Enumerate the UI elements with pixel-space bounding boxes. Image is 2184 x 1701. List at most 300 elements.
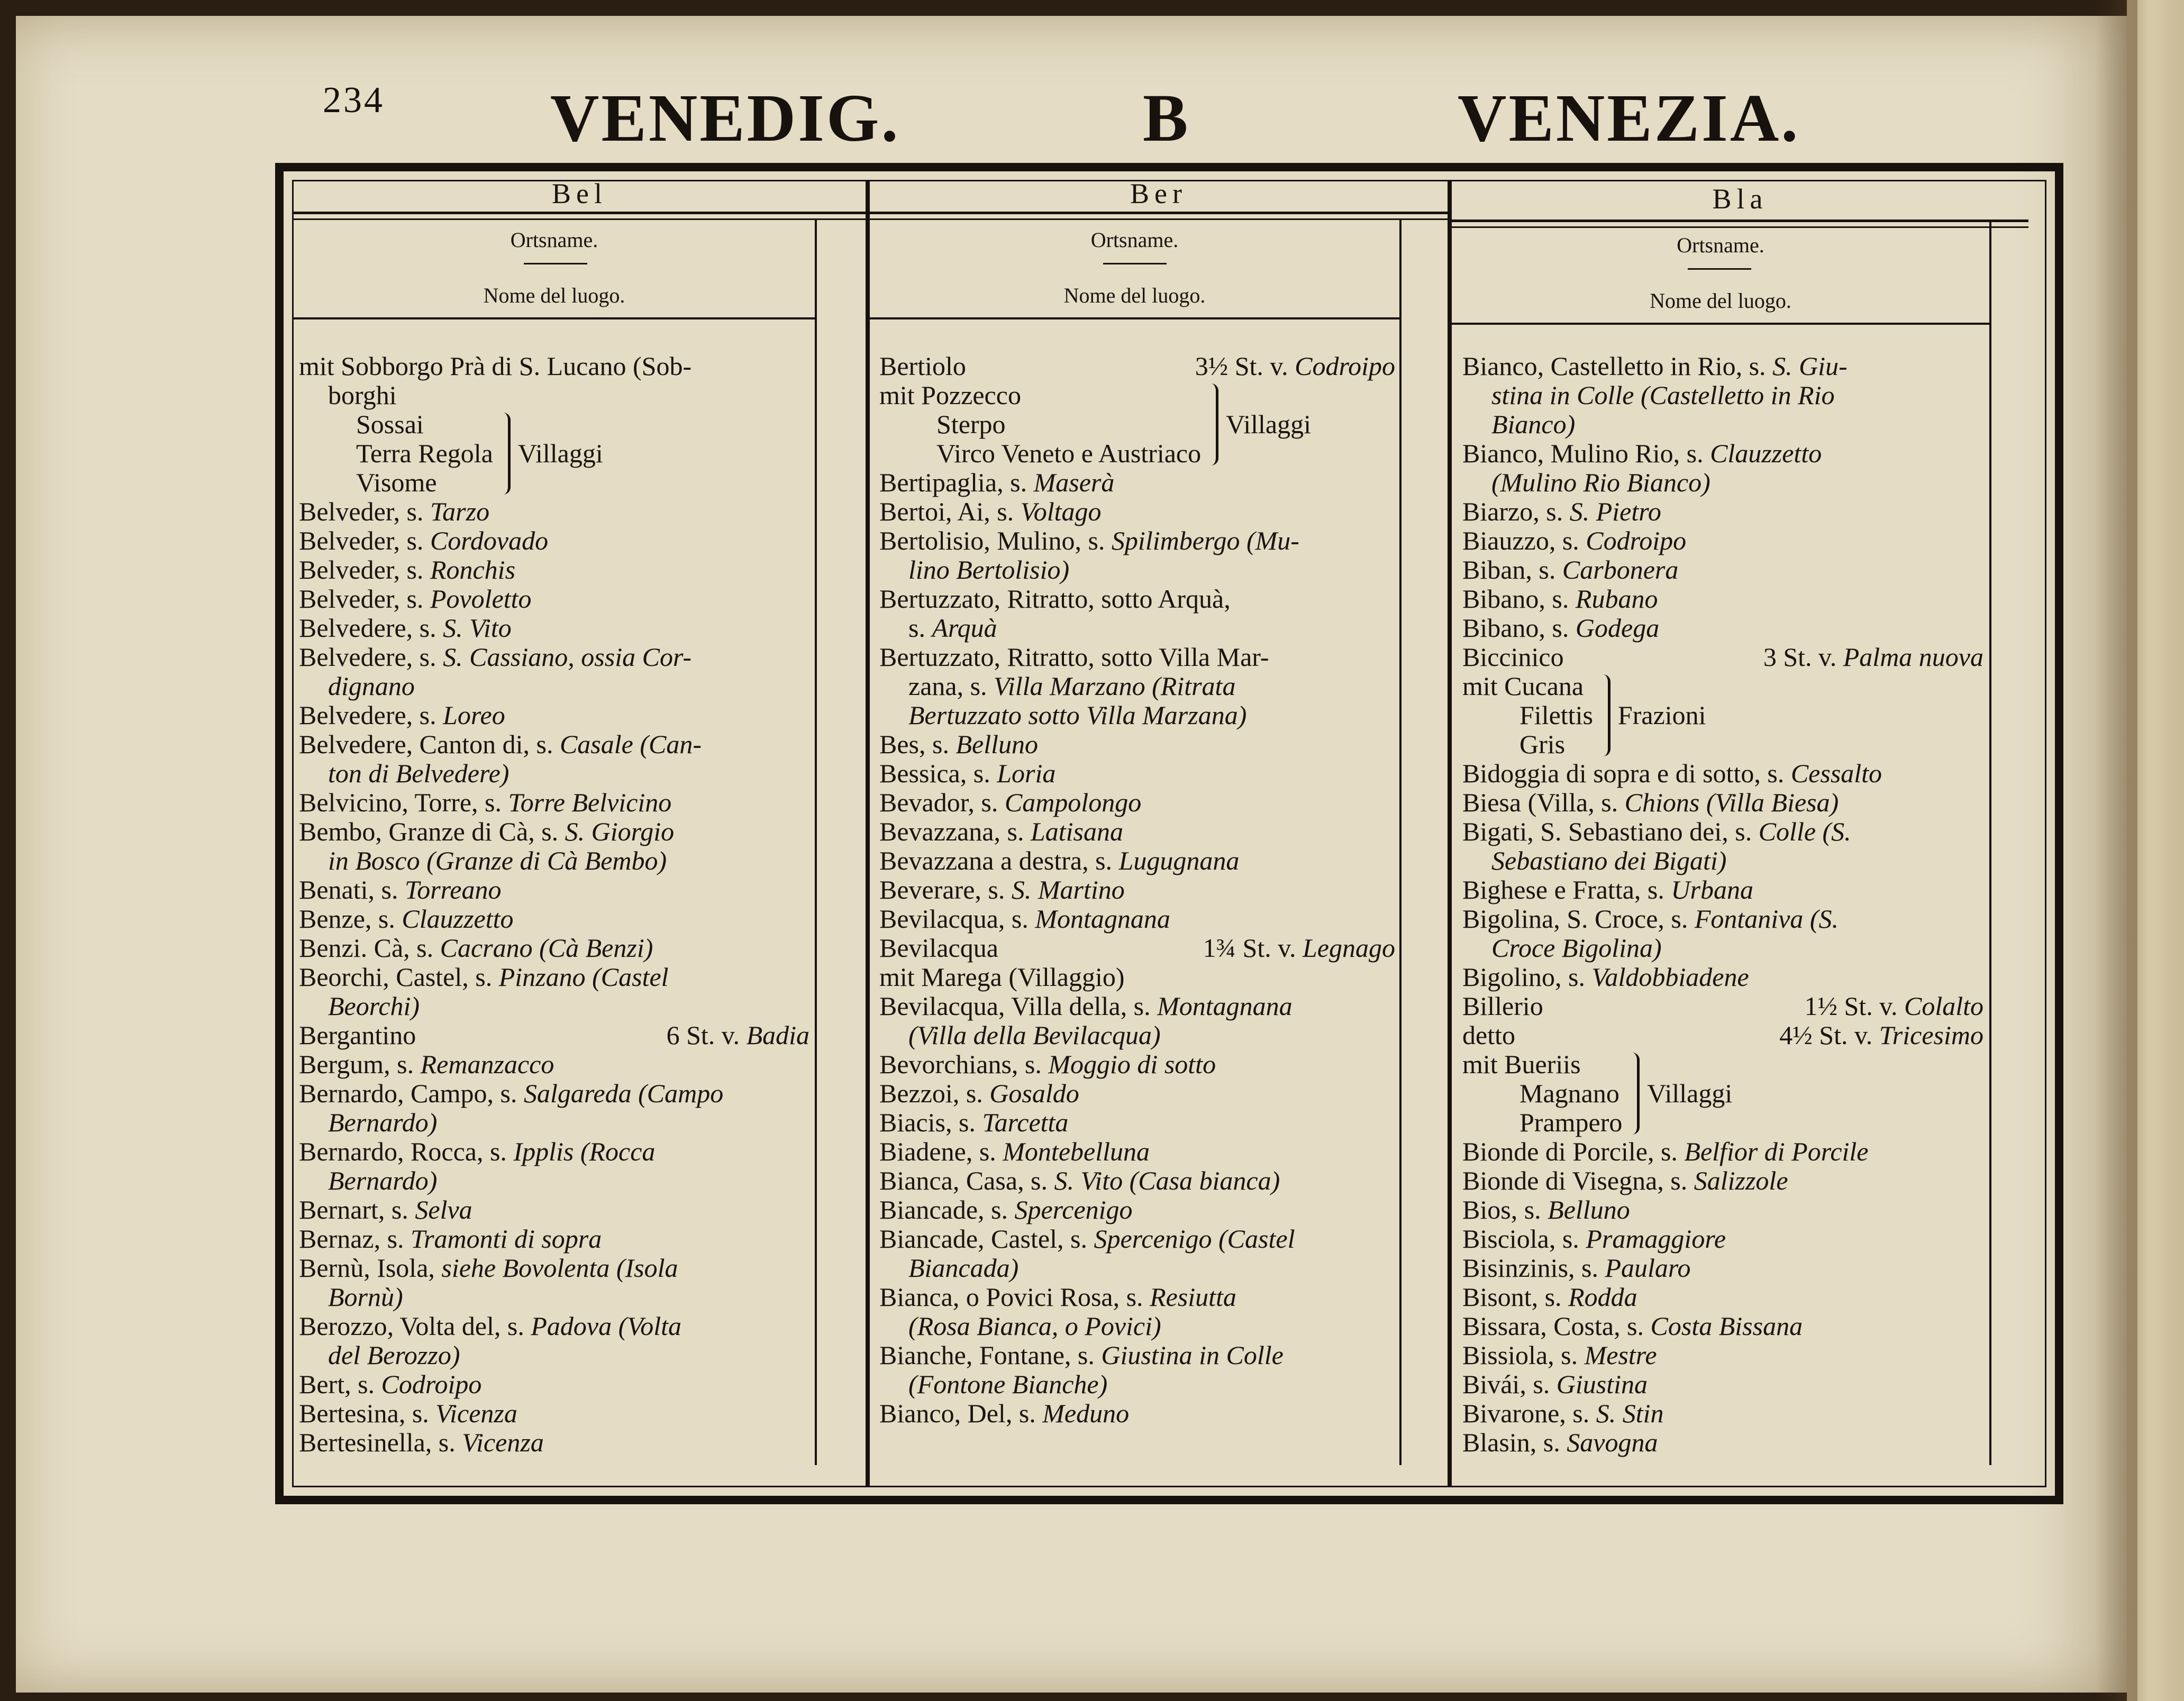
reference-place: S. Martino [1011,875,1125,904]
list-item [1462,614,1983,643]
list-item [299,1283,809,1312]
reference-place: Selva [415,1195,472,1224]
list-item [879,1370,1395,1399]
list-item [299,1224,809,1254]
reference-place: dignano [328,671,415,701]
reference-place: Giustina [1556,1369,1648,1399]
reference-place: Rodda [1568,1282,1637,1312]
reference-place: (Fontone Bianche) [908,1369,1108,1399]
list-item [299,875,809,904]
list-item [1462,1254,1983,1283]
reference-place: Chions (Villa Biesa) [1624,788,1839,817]
place-name: Bertesinella, s. [299,1428,462,1457]
group-label: Villaggi [517,438,603,468]
list-item [1462,497,1983,526]
column-head-bel: Bel [552,178,607,209]
header-rule [294,212,866,220]
reference-place: Cacrano (Cà Benzi) [440,933,653,963]
reference-place: Spercenigo (Castel [1094,1224,1295,1254]
reference-place: Belluno [956,729,1038,759]
place-name: Belveder, s. [299,555,430,584]
place-name: Biancade, s. [879,1195,1015,1224]
list-item [1462,381,1983,410]
subheader-rule [1452,323,1989,325]
place-name: Belvicino, Torre, s. [299,788,508,817]
place-name: Bianco, Mulino Rio, s. [1462,438,1710,468]
place-name: Belveder, s. [299,526,430,555]
list-item [879,1341,1395,1370]
place-name: mit Marega (Villaggio) [879,962,1125,992]
list-item [299,1108,809,1137]
reference-place: S. Vito [443,613,512,643]
place-name: Biban, s. [1462,555,1562,584]
column-rule [1399,220,1402,1465]
reference-place: Beorchi) [328,991,420,1021]
column-divider [866,180,870,1487]
list-item [879,1108,1395,1137]
reference-place: Voltago [1020,497,1102,526]
reference-place: Loreo [443,700,505,730]
distance-ref [1805,992,1983,1021]
reference-place: Belfior di Porcile [1684,1137,1869,1166]
place-name: Biauzzo, s. [1462,526,1586,555]
reference-place: Belluno [1548,1195,1630,1224]
label-nome-del-luogo: Nome del luogo. [1063,284,1206,307]
place-name: Bibano, s. [1462,613,1576,643]
column-head-ber: Ber [1130,178,1187,209]
group-name: Prampero [1519,1108,1623,1137]
grouped-entry [879,381,1395,468]
list-item [299,643,809,672]
column-head-bla: Bla [1712,183,1768,215]
reference-place: Cessalto [1790,758,1882,788]
distance-ref [1203,934,1395,963]
group-label: Villaggi [1226,409,1311,439]
list-item [879,1224,1395,1254]
reference-place: Casale (Can- [559,729,702,759]
reference-place: Mestre [1584,1340,1657,1370]
reference-place: Croce Bigolina) [1491,933,1662,963]
list-item [879,759,1395,788]
list-item [299,497,809,526]
reference-place: Padova (Volta [531,1311,682,1341]
reference-place: Cordovado [430,526,549,555]
brace [498,413,511,495]
place-name: Bertesina, s. [299,1398,436,1428]
reference-place: Tramonti di sopra [411,1224,602,1254]
grouped-entry [299,410,809,497]
place-name: Beverare, s. [879,875,1012,904]
place-name: mit Sobborgo Prà di S. Lucano (Sob- [299,351,692,381]
list-item [879,788,1395,817]
column-bla [1462,352,1983,1457]
reference-place: Montagnana [1035,904,1170,934]
place-name: Bivarone, s. [1462,1398,1596,1428]
reference-place: Rubano [1575,584,1658,614]
reference-place: Savogna [1567,1428,1658,1457]
reference-place: (Mulino Rio Bianco) [1491,468,1710,497]
list-item [299,817,809,846]
column-bel [299,352,809,1457]
list-item [1462,468,1983,497]
place-name: Bevilacqua, s. [879,904,1035,934]
place-name: Belvedere, s. [299,700,443,730]
place-name: Bertiolo [879,351,966,381]
place-name: Bionde di Visegna, s. [1462,1166,1694,1195]
reference-place: Villa Marzano (Ritrata [994,671,1236,701]
list-item [1462,1312,1983,1341]
brace [1206,383,1218,465]
place-name: Bios, s. [1462,1195,1548,1224]
list-item [299,381,809,410]
place-name: Bigolino, s. [1462,962,1592,992]
list-item [1462,410,1983,439]
place-name: Bidoggia di sopra e di sotto, s. [1462,758,1791,788]
spine-shadow [2095,0,2137,1701]
reference-place: Valdobbiadene [1591,962,1749,992]
group-name: Virco Veneto e Austriaco [936,438,1202,468]
reference-place: Codroipo [1586,526,1687,555]
place-name: Bigati, S. Sebastiano dei, s. [1462,817,1759,846]
subheader-rule [294,317,815,319]
list-item [879,1050,1395,1079]
list-item [879,526,1395,555]
list-item [879,817,1395,846]
list-item [299,1079,809,1108]
list-item [1462,439,1983,468]
distance-ref [1779,1021,1983,1050]
group-name: mit Bueriis [1462,1049,1581,1079]
title-german: VENEDIG. [550,80,900,156]
list-item [1462,1166,1983,1195]
place-name: Blasin, s. [1462,1428,1567,1457]
list-item [299,1399,809,1428]
place-name: Belvedere, Canton di, s. [299,729,560,759]
list-item [879,846,1395,875]
place-name: Bissiola, s. [1462,1340,1585,1370]
column-divider [1448,180,1452,1487]
list-item [879,1137,1395,1166]
reference-place: S. Giorgio [565,817,675,846]
reference-place: Tricesimo [1879,1020,1983,1050]
reference-place: Pramaggiore [1586,1224,1726,1254]
list-item [299,904,809,934]
list-item [299,1137,809,1166]
header-rule [870,212,1448,220]
place-name: Bernù, Isola, [299,1253,442,1283]
place-name: Bernardo, Rocca, s. [299,1137,514,1166]
list-item [1462,1137,1983,1166]
place-name: Bertuzzato, Ritratto, sotto Arquà, [879,584,1231,614]
list-item [1462,875,1983,904]
place-name: Bernardo, Campo, s. [299,1078,524,1108]
list-item [299,555,809,584]
reference-place: Resiutta [1150,1282,1236,1312]
reference-place: Bianco) [1491,409,1576,439]
list-item [879,1195,1395,1224]
list-item [299,1050,809,1079]
place-name: Bertuzzato, Ritratto, sotto Villa Mar- [879,642,1269,672]
list-item [879,352,1395,381]
group-name: Filettis [1519,700,1593,730]
place-name: Belvedere, s. [299,642,443,672]
distance: 1½ St. v. [1804,991,1904,1021]
list-item [879,875,1395,904]
list-item [1462,1224,1983,1254]
group-names [879,381,1201,468]
label-dash [1688,268,1751,270]
place-name: Bigolina, S. Croce, s. [1462,904,1695,934]
list-item [1462,1195,1983,1224]
reference-place: S. Giu- [1772,351,1848,381]
distance-ref [667,1021,809,1050]
reference-place: Arquà [932,613,997,643]
brace [1598,674,1610,756]
distance: 6 St. v. [666,1020,747,1050]
grouped-entry [1462,672,1983,759]
group-names [1462,1050,1622,1137]
reference-place: Montebelluna [1003,1137,1150,1166]
reference-place: Remanzacco [420,1049,554,1079]
reference-place: Colalto [1904,991,1983,1021]
label-nome-del-luogo: Nome del luogo. [483,284,625,307]
place-name: borghi [328,380,397,410]
place-name: Bert, s. [299,1369,381,1399]
list-item [879,992,1395,1021]
list-item [1462,643,1983,672]
place-name: zana, s. [908,671,994,701]
place-name: Billerio [1462,991,1543,1021]
place-name: Bernart, s. [299,1195,415,1224]
reference-place: Clauzzetto [402,904,514,934]
group-name: Terra Regola [356,438,493,468]
reference-place: Paularo [1605,1253,1691,1283]
reference-place: ton di Belvedere) [328,758,509,788]
list-item [299,1370,809,1399]
list-item [879,1283,1395,1312]
list-item [299,1312,809,1341]
group-name: Sterpo [936,409,1006,439]
list-item [1462,1370,1983,1399]
place-name: Bevazzana, s. [879,817,1031,846]
list-item [299,963,809,992]
reference-place: Badia [746,1020,809,1050]
reference-place: in Bosco (Granze di Cà Bembo) [328,846,667,875]
reference-place: Giustina in Colle [1101,1340,1284,1370]
list-item [879,963,1395,992]
list-item [299,992,809,1021]
list-item [299,701,809,730]
place-name: Benze, s. [299,904,402,934]
list-item [879,584,1395,614]
list-item [879,1166,1395,1195]
place-name: Bembo, Granze di Cà, s. [299,817,565,846]
group-name: Gris [1519,729,1566,759]
reference-place: Bornù) [328,1282,403,1312]
list-item [299,934,809,963]
group-names [299,410,493,497]
list-item [299,1254,809,1283]
place-name: Bianche, Fontane, s. [879,1340,1102,1370]
group-name: mit Pozzecco [879,380,1021,410]
reference-place: Bernardo) [328,1108,438,1137]
list-item [1462,904,1983,934]
place-name: Bissara, Costa, s. [1462,1311,1651,1341]
group-label: Villaggi [1647,1078,1733,1108]
page-number: 234 [323,80,385,121]
reference-place: Maserà [1033,468,1115,497]
reference-place: Sebastiano dei Bigati) [1491,846,1727,875]
reference-place: Torreano [404,875,502,904]
reference-place: Tarcetta [982,1108,1069,1137]
group-names [1462,672,1593,759]
column-rule [815,220,817,1465]
reference-place: Loria [997,758,1056,788]
grouped-entry [1462,1050,1983,1137]
list-item [1462,992,1983,1021]
place-name: Bes, s. [879,729,956,759]
place-name: Bevazzana a destra, s. [879,846,1119,875]
reference-place: Ronchis [430,555,516,584]
reference-place: Godega [1575,613,1660,643]
place-name: detto [1462,1020,1515,1050]
reference-place: Urbana [1671,875,1753,904]
group-name: Visome [356,468,437,497]
place-name: Biacis, s. [879,1108,982,1137]
list-item [299,352,809,381]
reference-place: Ipplis (Rocca [513,1137,656,1166]
list-item [1462,817,1983,846]
reference-place: Costa Bissana [1650,1311,1803,1341]
place-name: Biarzo, s. [1462,497,1570,526]
reference-place: Carbonera [1562,555,1679,584]
place-name: Biancade, Castel, s. [879,1224,1094,1254]
reference-place: Pinzano (Castel [498,962,669,992]
reference-place: Spilimbergo (Mu- [1111,526,1299,555]
place-name: Bisont, s. [1462,1282,1569,1312]
reference-place: lino Bertolisio) [908,555,1070,584]
label-ortsname: Ortsname. [1677,233,1764,257]
place-name: Bianca, o Povici Rosa, s. [879,1282,1150,1312]
place-name: Bianco, Del, s. [879,1398,1043,1428]
reference-place: Meduno [1042,1398,1130,1428]
label-dash [1103,263,1167,264]
reference-place: Codroipo [1295,351,1395,381]
reference-place: Montagnana [1157,991,1293,1021]
place-name: Bertolisio, Mulino, s. [879,526,1112,555]
place-name: Bibano, s. [1462,584,1576,614]
reference-place: Lugugnana [1118,846,1240,875]
list-item [1462,584,1983,614]
reference-place: Gosaldo [989,1078,1079,1108]
group-name: Magnano [1519,1078,1619,1108]
group-name: Sossai [356,409,424,439]
place-name: Bionde di Porcile, s. [1462,1137,1685,1166]
reference-place: Tarzo [430,497,490,526]
group-name: mit Cucana [1462,671,1584,701]
reference-place: del Berozzo) [328,1340,460,1370]
list-item [1462,526,1983,555]
title-italian: VENEZIA. [1458,80,1800,156]
reference-place: Colle (S. [1758,817,1851,846]
place-name: Berozzo, Volta del, s. [299,1311,531,1341]
list-item [1462,1399,1983,1428]
list-item [299,526,809,555]
place-name: Belveder, s. [299,497,430,526]
reference-place: Bernardo) [328,1166,438,1195]
list-item [879,730,1395,759]
label-ortsname: Ortsname. [1090,228,1179,252]
place-name: Bevilacqua, Villa della, s. [879,991,1158,1021]
list-item [299,759,809,788]
list-item [879,1312,1395,1341]
list-item [299,1428,809,1457]
reference-place: Legnago [1303,933,1395,963]
reference-place: (Villa della Bevilacqua) [908,1020,1161,1050]
reference-place: Campolongo [1004,788,1142,817]
list-item [879,468,1395,497]
distance: 1¾ St. v. [1203,933,1303,963]
list-item [299,846,809,875]
place-name: Bianco, Castelletto in Rio, s. [1462,351,1773,381]
list-item [879,672,1395,701]
list-item [299,1195,809,1224]
header-rule [1452,220,2028,228]
reference-place: Clauzzetto [1710,438,1822,468]
reference-place: stina in Colle (Castelletto in Rio [1491,380,1835,410]
place-name: Bertoi, Ai, s. [879,497,1021,526]
list-item [879,1079,1395,1108]
reference-place: S. Cassiano, ossia Cor- [443,642,692,672]
list-item [299,614,809,643]
label-nome-del-luogo: Nome del luogo. [1650,289,1791,313]
list-item [1462,1021,1983,1050]
list-item [879,614,1395,643]
place-name: Biesa (Villa, s. [1462,788,1625,817]
list-item [1462,934,1983,963]
place-name: Bivái, s. [1462,1369,1557,1399]
list-item [299,1341,809,1370]
reference-place: Spercenigo [1014,1195,1133,1224]
title-letter: B [1143,80,1190,156]
list-item [879,934,1395,963]
place-name: Bighese e Fratta, s. [1462,875,1671,904]
place-name: Beorchi, Castel, s. [299,962,499,992]
place-name: Bernaz, s. [299,1224,411,1254]
place-name: Belvedere, s. [299,613,443,643]
list-item [879,643,1395,672]
list-item [879,1399,1395,1428]
reference-place: Povoletto [430,584,532,614]
place-name: Bianca, Casa, s. [879,1166,1054,1195]
place-name: Bevorchians, s. [879,1049,1049,1079]
list-item [1462,1341,1983,1370]
place-name: s. [908,613,932,643]
group-label: Frazioni [1617,700,1706,730]
column-rule [1989,220,1991,1465]
column-ber [879,352,1395,1428]
place-name: Bisinzinis, s. [1462,1253,1605,1283]
list-item [1462,963,1983,992]
list-item [1462,1428,1983,1457]
place-name: Bevilacqua [879,933,998,963]
reference-place: siehe Bovolenta (Isola [441,1253,678,1283]
reference-place: Bertuzzato sotto Villa Marzana) [908,700,1247,730]
reference-place: Codroipo [381,1369,482,1399]
reference-place: Latisana [1030,817,1124,846]
list-item [299,1166,809,1195]
reference-place: Vicenza [435,1398,517,1428]
